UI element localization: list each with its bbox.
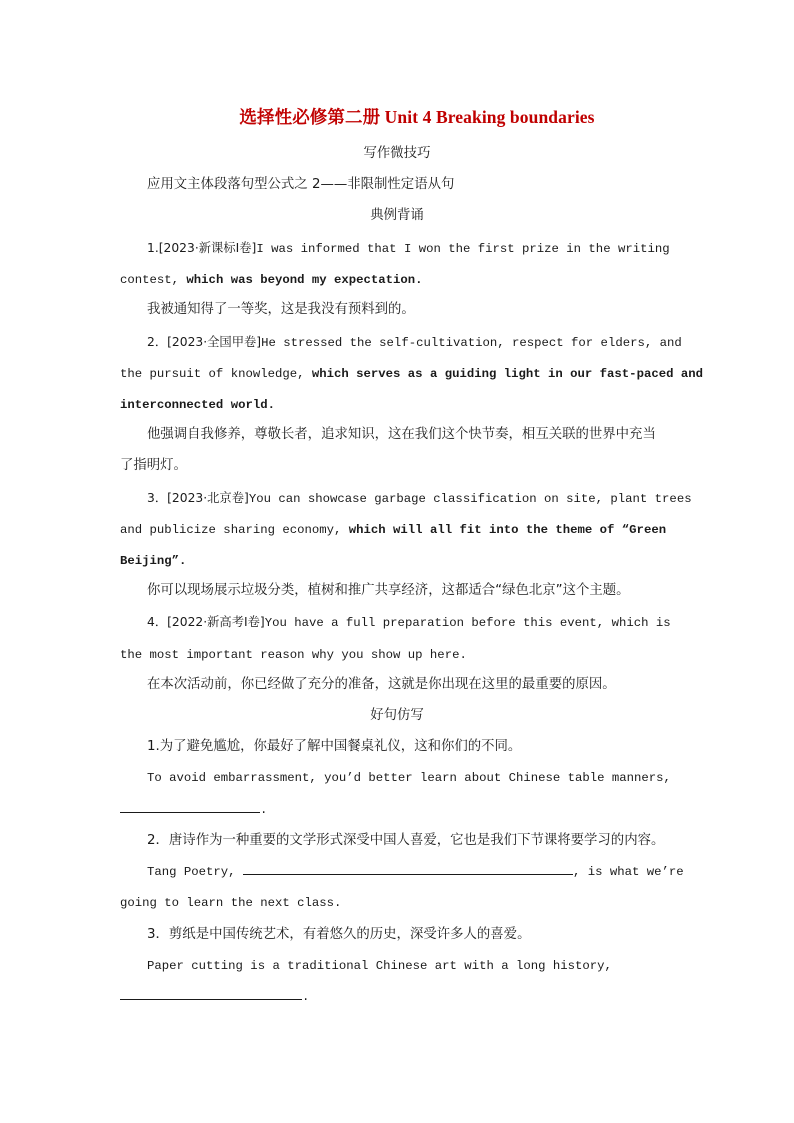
example-2-text: He stressed the self-cultivation, respect for elders, and bbox=[261, 336, 682, 350]
example-1-text: I was informed that I won the first prize in the writing bbox=[256, 242, 670, 256]
example-2-line-2 bbox=[120, 362, 703, 385]
example-2-clause: which serves as a guiding light in our fast-paced and bbox=[311, 367, 703, 381]
example-3-source-tag: 3．[2023·北京卷] bbox=[147, 491, 249, 505]
section-heading-examples: 典例背诵 bbox=[370, 208, 424, 223]
section-heading-imitation: 好句仿写 bbox=[370, 708, 424, 723]
exercise-3-end: . bbox=[302, 990, 310, 1004]
example-2-translation-2: 了指明灯。 bbox=[120, 458, 187, 473]
example-4-line-1 bbox=[147, 611, 671, 634]
exercise-2-english-line-1 bbox=[147, 861, 684, 883]
example-4-source-tag: 4．[2022·新高考Ⅰ卷] bbox=[147, 615, 265, 629]
page-title: 选择性必修第二册 Unit 4 Breaking boundaries bbox=[239, 107, 595, 127]
exercise-2-after: , is what we’re bbox=[572, 865, 684, 879]
exercise-3-english: Paper cutting is a traditional Chinese art with a long history, bbox=[147, 959, 612, 973]
example-2-translation-1: 他强调自我修养，尊敬长者，追求知识，这在我们这个快节奏，相互关联的世界中充当 bbox=[147, 427, 656, 442]
example-2-line-1 bbox=[147, 331, 682, 354]
exercise-1-answer-blank[interactable] bbox=[120, 800, 260, 813]
example-3-line-1 bbox=[147, 487, 692, 510]
formula-heading: 应用文主体段落句型公式之 2——非限制性定语从句 bbox=[147, 177, 455, 192]
example-4-text-plain: the most important reason why you show up here. bbox=[120, 648, 467, 662]
exercise-2-english-line-2: going to learn the next class. bbox=[120, 896, 342, 910]
example-2-source-tag: 2．[2023·全国甲卷] bbox=[147, 335, 262, 349]
exercise-1-chinese: 1.为了避免尴尬，你最好了解中国餐桌礼仪，这和你们的不同。 bbox=[147, 739, 522, 754]
example-3-line-3 bbox=[120, 549, 186, 572]
example-3-text-plain: and publicize sharing economy, bbox=[120, 523, 349, 537]
exercise-1-answer-line bbox=[120, 799, 267, 821]
example-4-translation: 在本次活动前，你已经做了充分的准备，这就是你出现在这里的最重要的原因。 bbox=[147, 677, 616, 692]
exercise-3-answer-blank[interactable] bbox=[120, 987, 302, 1000]
example-3-translation: 你可以现场展示垃圾分类，植树和推广共享经济，这都适合“绿色北京”这个主题。 bbox=[147, 583, 630, 598]
section-heading-writing-tips: 写作微技巧 bbox=[363, 146, 431, 161]
exercise-2-start: Tang Poetry, bbox=[147, 865, 236, 879]
exercise-2-chinese: 2．唐诗作为一种重要的文学形式深受中国人喜爱，它也是我们下节课将要学习的内容。 bbox=[147, 833, 665, 848]
exercise-3-answer-line bbox=[120, 986, 309, 1008]
example-3-text: You can showcase garbage classification on site, plant trees bbox=[248, 492, 692, 506]
exercise-1-english: To avoid embarrassment, you’d better learn about Chinese table manners, bbox=[147, 771, 671, 785]
exercise-3-chinese: 3．剪纸是中国传统艺术，有着悠久的历史，深受许多人的喜爱。 bbox=[147, 927, 531, 942]
example-1-text-plain: contest, bbox=[120, 273, 187, 287]
example-3-clause-end: Beijing”. bbox=[120, 554, 187, 568]
example-2-text-plain: the pursuit of knowledge, bbox=[120, 367, 312, 381]
example-1-line-1 bbox=[147, 237, 670, 260]
example-2-clause-end: interconnected world. bbox=[120, 398, 275, 412]
example-3-line-2 bbox=[120, 518, 666, 541]
example-1-source-tag: 1.[2023·新课标Ⅰ卷] bbox=[147, 241, 257, 255]
exercise-1-end: . bbox=[260, 803, 268, 817]
example-4-text: You have a full preparation before this event, which is bbox=[264, 616, 671, 630]
exercise-2-answer-blank[interactable] bbox=[243, 862, 573, 875]
example-3-clause: which will all fit into the theme of “Green bbox=[348, 523, 667, 537]
example-2-line-3 bbox=[120, 393, 275, 416]
example-1-line-2 bbox=[120, 268, 423, 291]
example-1-clause: which was beyond my expectation. bbox=[186, 273, 423, 287]
example-1-translation: 我被通知得了一等奖，这是我没有预料到的。 bbox=[147, 302, 415, 317]
example-4-line-2 bbox=[120, 643, 467, 666]
